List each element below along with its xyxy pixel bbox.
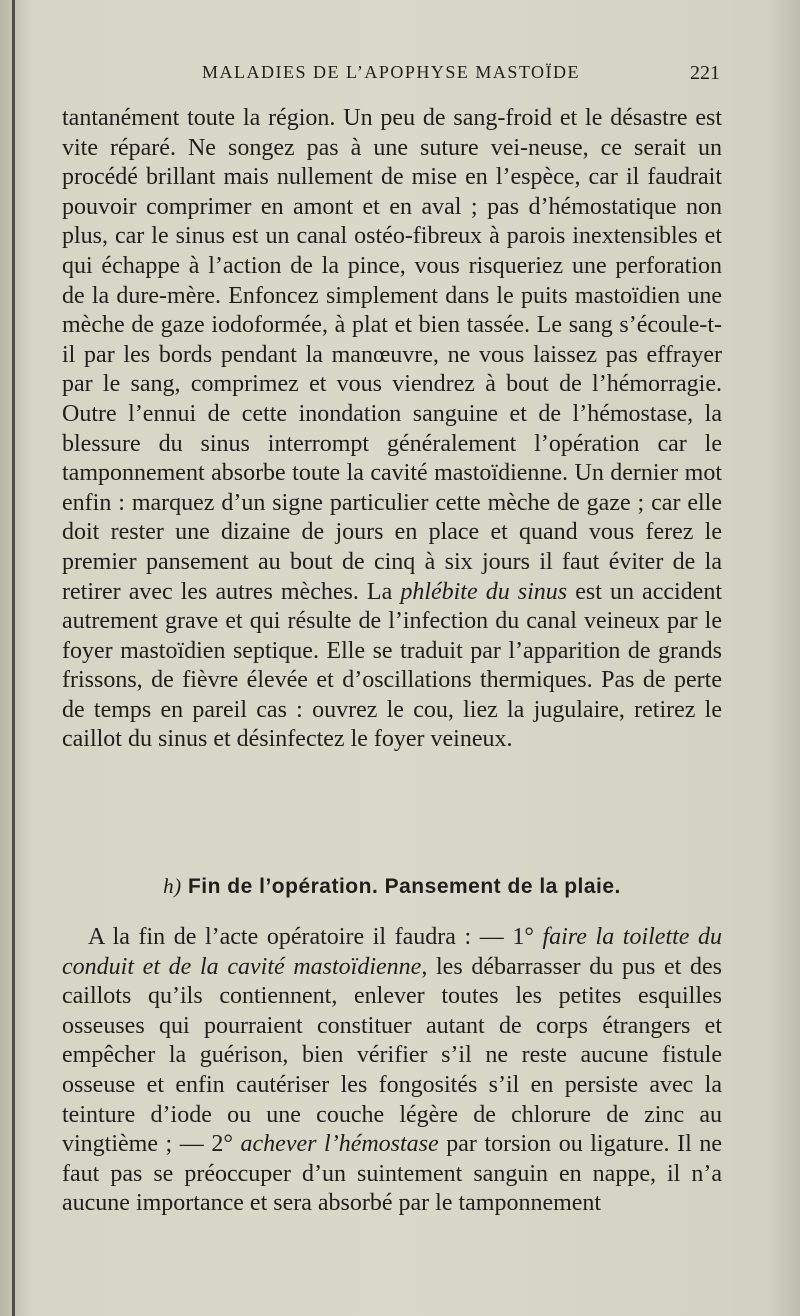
running-head xyxy=(62,62,720,92)
paragraph-body-1 xyxy=(62,104,722,755)
paragraph-2-text-c: par torsion ou ligature. Il ne faut pas se préoccuper d’un suintement sanguin en nappe, il n’a aucune importance et sera absorbé par le tamponnement xyxy=(62,1131,723,1217)
running-title: MALADIES DE L’APOPHYSE MASTOÏDE xyxy=(202,62,581,82)
paragraph-2-italic-hemostase: achever l’hémostase xyxy=(240,1131,439,1158)
paragraph-1-text-b: est un accident autrement grave et qui résulte de l’infection du canal veineux par le foyer mastoïdien septique. Elle se traduit par l’apparition de grands frissons, de fièvre élevée et d’oscillations thermiques. Pas de perte de temps en pareil cas : ouvrez le cou, liez la jugulaire, retirez le caillot du sinus et désinfectez le foyer veineux. xyxy=(62,578,722,753)
paragraph-2-text-b: , les débarrasser du pus et des caillots qu’ils contiennent, enlever toutes les petites esquilles osseuses qui pourraient constituer autant de corps étrangers et empêcher la guérison, bien vérifier s’il ne reste aucune fistule osseuse et enfin cautériser les fongosités s’il en persiste avec la teinture d’iode ou une couche légère de chlorure de zinc au vingtième ; — 2° xyxy=(62,953,723,1158)
section-letter: h) xyxy=(163,874,182,898)
paragraph-1-italic-phlebite: phlébite du sinus xyxy=(400,578,568,605)
paragraph-body-2 xyxy=(62,923,722,1219)
page-binding-edge xyxy=(12,0,15,1316)
section-heading xyxy=(62,874,722,899)
section-title: Fin de l’opération. Pansement de la plaie. xyxy=(187,875,621,898)
paragraph-2-text-a: A la fin de l’acte opératoire il faudra : — 1° xyxy=(88,924,543,950)
paragraph-1-text-a: tantanément toute la région. Un peu de sang-froid et le désastre est vite réparé. Ne songez pas à une suture vei-neuse, ce serait un procédé brillant mais nullement de mise en l’espèce, car il faudrait pouvoir comprimer en amont et en aval ; pas d’hémostatique non plus, car le sinus est un canal ostéo-fibreux à parois inextensibles et qui échappe à l’action de la pince, vous risqueriez une perforation de la dure-mère. Enfoncez simplement dans le puits mastoïdien une mèche de gaze iodoformée, à plat et bien tassée. Le sang s’écoule-t-il par les bords pendant la manœuvre, ne vous laissez pas effrayer par le sang, comprimez et vous viendrez à bout de l’hémorragie. Outre l’ennui de cette inondation sanguine et de l’hémostase, la blessure du sinus interrompt généralement l’opération car le tamponnement absorbe toute la cavité mastoïdienne. Un dernier mot enfin : marquez d’un signe particulier cette mèche de gaze ; car elle doit rester une dizaine de jours en place et quand vous ferez le premier pansement au bout de cinq à six jours il faut éviter de la retirer avec les autres mèches. La xyxy=(62,105,722,605)
paragraph-2-italic-toilette: faire la toilette du conduit et de la cavité mastoïdienne xyxy=(62,924,723,980)
page-number: 221 xyxy=(690,62,720,84)
